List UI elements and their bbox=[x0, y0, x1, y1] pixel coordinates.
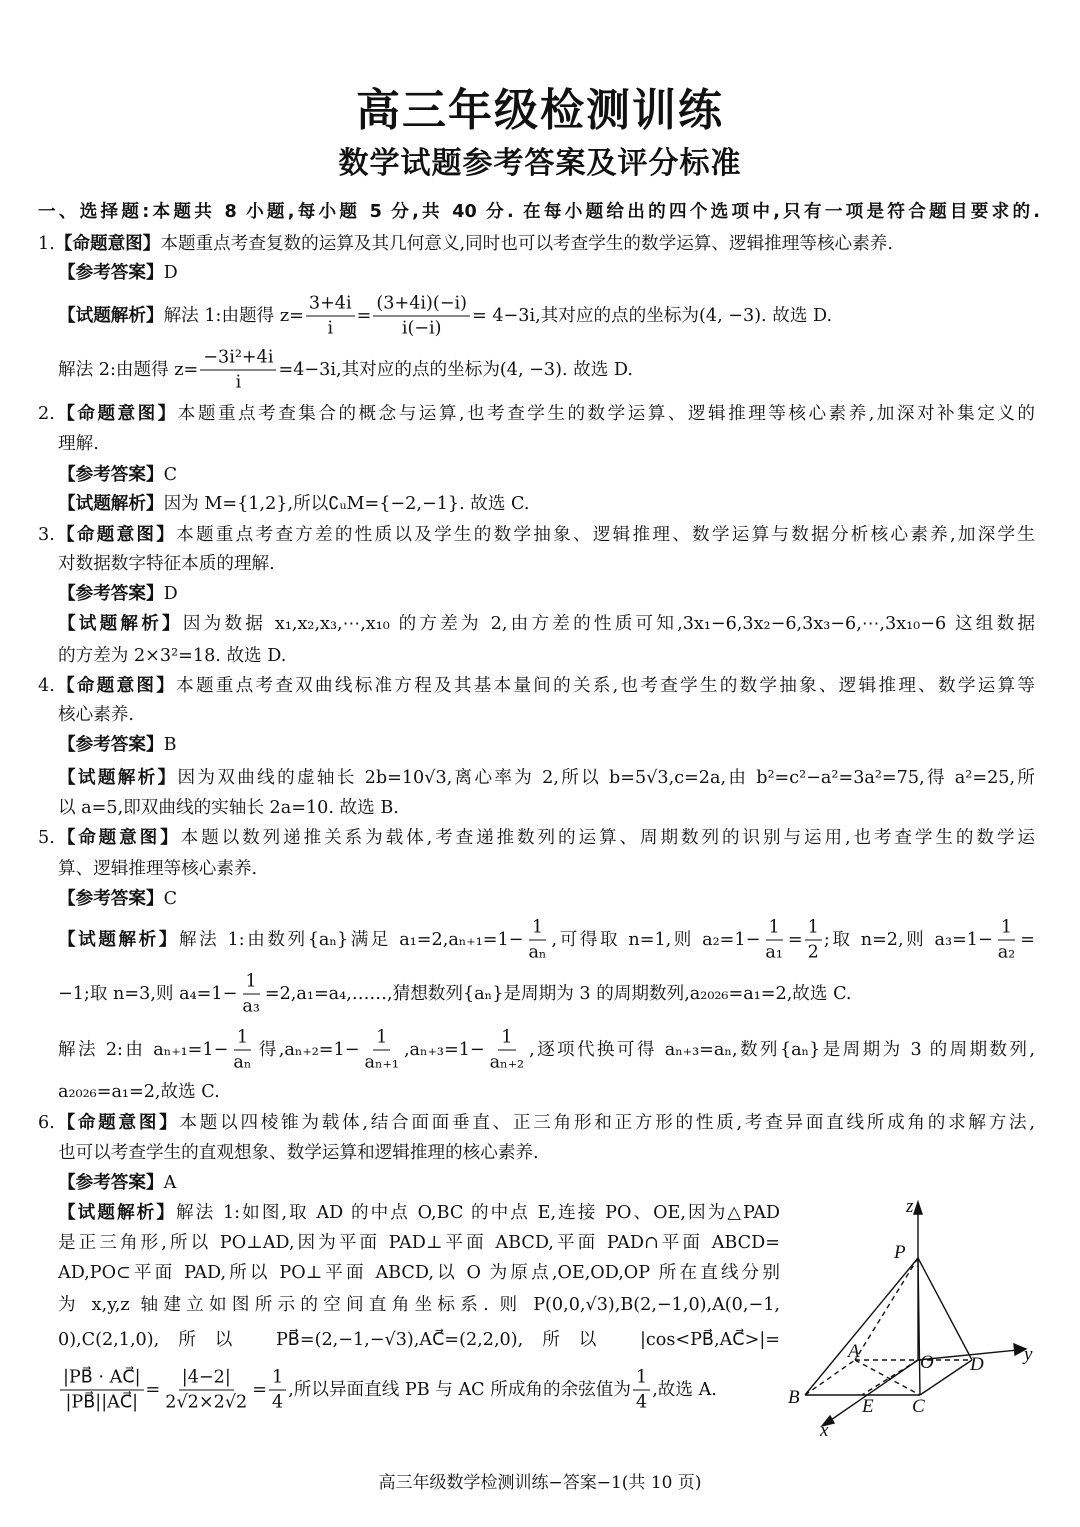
text-run: ,可得取 n=1,则 a₂=1− bbox=[551, 930, 761, 950]
numerator: 1 bbox=[633, 1366, 650, 1391]
answer-line bbox=[58, 549, 275, 579]
answer-line bbox=[38, 229, 1035, 259]
answer-line bbox=[58, 1228, 780, 1258]
answer-line bbox=[58, 1325, 780, 1355]
text-run: 解法 2:由题得 z= bbox=[58, 360, 199, 380]
text-run: a₂₀₂₆=a₁=2,故选 C. bbox=[58, 1082, 220, 1102]
fraction bbox=[995, 916, 1019, 965]
bold-label: 【试题解析】 bbox=[58, 768, 178, 788]
numerator: 1 bbox=[805, 916, 822, 941]
answer-line bbox=[38, 823, 1035, 853]
answer-line bbox=[58, 1138, 539, 1168]
text-run: 本题重点考查集合的概念与运算,也考查学生的数学运算、逻辑推理等核心素养,加深对补集定义的 bbox=[177, 404, 1035, 424]
fraction bbox=[762, 916, 786, 965]
text-run: D bbox=[163, 263, 178, 283]
page-footer: 高三年级数学检测训练−答案−1(共 10 页) bbox=[378, 1473, 702, 1493]
text-run: = bbox=[1020, 930, 1035, 950]
text-run: 2. bbox=[38, 404, 55, 424]
denominator: i(−i) bbox=[401, 318, 442, 339]
answer-line bbox=[58, 1026, 1035, 1075]
numerator: |PB⃗ · AC⃗| bbox=[60, 1366, 144, 1391]
fraction bbox=[230, 1026, 254, 1075]
bold-label: 【命题意图】 bbox=[54, 676, 177, 696]
numerator: (3+4i)(−i) bbox=[373, 292, 470, 317]
text-run: 算、逻辑推理等核心素养. bbox=[58, 859, 258, 879]
text-run: 本题重点考查方差的性质以及学生的数学抽象、逻辑推理、数学运算与数据分析核心素养,加深学生 bbox=[176, 525, 1035, 545]
denominator: a₂ bbox=[997, 942, 1016, 963]
fraction bbox=[239, 970, 263, 1019]
answer-line bbox=[58, 579, 178, 609]
text-run: 因为数据 x₁,x₂,x₃,⋯,x₁₀ 的方差为 2,由方差的性质可知,3x₁−6,3x₂−6,3x₃−6,⋯,3x₁₀−6 这组数据 bbox=[182, 614, 1035, 634]
text-run: ,aₙ₊₃=1− bbox=[403, 1040, 485, 1060]
text-run: 得,aₙ₊₂=1− bbox=[256, 1040, 360, 1060]
fraction bbox=[200, 346, 276, 395]
numerator: 1 bbox=[998, 916, 1015, 941]
answer-line bbox=[58, 609, 1035, 639]
text-run: 4. bbox=[38, 676, 55, 696]
label-x: x bbox=[820, 1420, 829, 1440]
text-run: A bbox=[163, 1173, 177, 1193]
fraction bbox=[269, 1366, 286, 1415]
answer-line bbox=[58, 641, 286, 671]
fraction bbox=[162, 1366, 250, 1415]
text-run: 的方差为 2×3²=18. 故选 D. bbox=[58, 646, 287, 666]
text-run: 解法 2:由 aₙ₊₁=1− bbox=[58, 1040, 229, 1060]
text-run: 解法 1:由题得 z= bbox=[163, 306, 304, 326]
denominator: aₙ₊₂ bbox=[489, 1052, 525, 1073]
bold-label: 【命题意图】 bbox=[54, 404, 178, 424]
bold-label: 一、选择题:本题共 8 小题,每小题 5 分,共 40 分. 在每小题给出的四个选项中,只有一项是符合题目要求的. bbox=[38, 202, 1040, 222]
text-run: 1. bbox=[38, 234, 55, 254]
label-b: B bbox=[788, 1387, 800, 1408]
text-run: ,所以异面直线 PB 与 AC 所成角的余弦值为 bbox=[288, 1380, 631, 1400]
fraction bbox=[633, 1366, 650, 1415]
pyramid-figure bbox=[780, 1190, 1040, 1440]
numerator: −3i²+4i bbox=[200, 346, 276, 371]
text-run: AD,PO⊂平面 PAD,所以 PO⊥平面 ABCD,以 O 为原点,OE,OD,OP 所在直线分别 bbox=[58, 1263, 780, 1283]
answer-line bbox=[58, 429, 99, 459]
answer-line bbox=[58, 1290, 780, 1320]
answer-line bbox=[38, 1108, 1035, 1138]
text-run: D bbox=[163, 584, 178, 604]
text-run: ;取 n=2,则 a₃=1− bbox=[823, 930, 993, 950]
numerator: |4−2| bbox=[179, 1366, 234, 1391]
denominator: a₃ bbox=[242, 996, 260, 1017]
bold-label: 【命题意图】 bbox=[54, 828, 181, 848]
label-c: C bbox=[912, 1396, 925, 1417]
text-run: C bbox=[163, 889, 178, 909]
text-run: =4−3i,其对应的点的坐标为(4, −3). 故选 D. bbox=[278, 360, 633, 380]
fraction bbox=[373, 292, 470, 341]
denominator: a₁ bbox=[765, 942, 783, 963]
text-run: 解法 1:由数列{aₙ}满足 a₁=2,aₙ₊₁=1− bbox=[179, 930, 524, 950]
answer-line bbox=[58, 884, 177, 914]
fraction bbox=[487, 1026, 527, 1075]
text-run: 3. bbox=[38, 525, 55, 545]
bold-label: 【命题意图】 bbox=[54, 234, 161, 254]
fraction bbox=[306, 292, 355, 341]
denominator: i bbox=[235, 372, 242, 393]
bold-label: 【参考答案】 bbox=[58, 263, 164, 283]
fraction bbox=[525, 916, 549, 965]
answer-line bbox=[58, 258, 178, 288]
label-y: y bbox=[1024, 1344, 1033, 1365]
text-run: 解法 1:如图,取 AD 的中点 O,BC 的中点 E,连接 PO、OE,因为△PAD bbox=[175, 1203, 780, 1223]
answer-line bbox=[38, 520, 1035, 550]
z-arrow-icon bbox=[914, 1202, 922, 1214]
numerator: 1 bbox=[373, 1026, 390, 1051]
bold-label: 【参考答案】 bbox=[58, 735, 164, 755]
answer-line bbox=[38, 399, 1035, 429]
bold-label: 【试题解析】 bbox=[58, 494, 164, 514]
denominator: 4 bbox=[271, 1392, 284, 1413]
text-run: = bbox=[356, 306, 372, 326]
bold-label: 【试题解析】 bbox=[58, 614, 183, 634]
text-run: 因为 M={1,2},所以∁ᵤM={−2,−1}. 故选 C. bbox=[163, 494, 530, 514]
text-run: 本题重点考查双曲线标准方程及其基本量间的关系,也考查学生的数学抽象、逻辑推理、数学运算等 bbox=[176, 676, 1035, 696]
text-run: B bbox=[163, 735, 177, 755]
answer-line bbox=[58, 700, 134, 730]
text-run: ,故选 A. bbox=[652, 1380, 717, 1400]
answer-line bbox=[38, 671, 1035, 701]
answer-line bbox=[58, 1077, 220, 1107]
text-run: = bbox=[787, 930, 803, 950]
denominator: 2 bbox=[807, 942, 819, 963]
denominator: aₙ bbox=[233, 1052, 252, 1073]
text-run: 也可以考查学生的直观想象、数学运算和逻辑推理的核心素养. bbox=[58, 1143, 539, 1163]
text-run: 为 x,y,z 轴建立如图所示的空间直角坐标系. 则 P(0,0,√3),B(2,−1,0),A(0,−1, bbox=[58, 1295, 780, 1315]
text-run: 对数据数字特征本质的理解. bbox=[58, 554, 275, 574]
bold-label: 【试题解析】 bbox=[58, 930, 179, 950]
denominator: 4 bbox=[636, 1392, 648, 1413]
page-subtitle: 数学试题参考答案及评分标准 bbox=[338, 146, 742, 181]
text-run: 核心素养. bbox=[58, 705, 134, 725]
answer-line bbox=[58, 460, 177, 490]
text-run: 本题以数列递推关系为载体,考查递推数列的运算、周期数列的识别与运用,也考查学生的数学运 bbox=[180, 828, 1035, 848]
fraction bbox=[362, 1026, 402, 1075]
text-run: 理解. bbox=[58, 434, 99, 454]
numerator: 1 bbox=[234, 1026, 251, 1051]
text-run: C bbox=[163, 465, 178, 485]
fraction bbox=[805, 916, 822, 965]
fraction bbox=[60, 1366, 144, 1415]
bold-label: 【参考答案】 bbox=[58, 584, 164, 604]
text-run: 是正三角形,所以 PO⊥AD,因为平面 PAD⊥平面 ABCD,平面 PAD∩平面 ABCD= bbox=[58, 1233, 780, 1253]
text-run: = bbox=[252, 1380, 267, 1400]
text-run: = bbox=[145, 1380, 161, 1400]
answer-line bbox=[58, 970, 852, 1019]
text-run: =2,a₁=a₄,……,猜想数列{aₙ}是周期为 3 的周期数列,a₂₀₂₆=a₁=2,故选 C. bbox=[264, 984, 852, 1004]
numerator: 3+4i bbox=[306, 292, 355, 317]
text-run: 6. bbox=[38, 1113, 55, 1133]
answer-line bbox=[58, 1168, 176, 1198]
label-o: O bbox=[920, 1352, 934, 1373]
denominator: aₙ₊₁ bbox=[364, 1052, 399, 1073]
section-heading bbox=[38, 197, 1040, 227]
text-run: ,逐项代换可得 aₙ₊₃=aₙ,数列{aₙ}是周期为 3 的周期数列, bbox=[529, 1040, 1035, 1060]
answer-line bbox=[58, 1258, 780, 1288]
text-run: 0),C(2,1,0),所以 PB⃗=(2,−1,−√3),AC⃗=(2,2,0),所以 |cos<PB⃗,AC⃗>|= bbox=[58, 1330, 780, 1350]
answer-line bbox=[58, 1198, 780, 1228]
answer-line bbox=[58, 292, 832, 341]
label-e: E bbox=[862, 1396, 874, 1417]
numerator: 1 bbox=[529, 916, 546, 941]
numerator: 1 bbox=[243, 970, 260, 995]
label-z: z bbox=[906, 1196, 914, 1217]
denominator: 2√2×2√2 bbox=[165, 1392, 248, 1413]
text-run: 本题以四棱锥为载体,结合面面垂直、正三角形和正方形的性质,考查异面直线所成角的求解方法, bbox=[179, 1113, 1035, 1133]
answer-line bbox=[58, 730, 177, 760]
answer-line bbox=[58, 763, 1035, 793]
answer-line bbox=[58, 854, 257, 884]
answer-line bbox=[58, 916, 1035, 965]
answer-line bbox=[58, 793, 399, 823]
text-run: 因为双曲线的虚轴长 2b=10√3,离心率为 2,所以 b=5√3,c=2a,由 b²=c²−a²=3a²=75,得 a²=25,所 bbox=[177, 768, 1035, 788]
denominator: i bbox=[327, 318, 334, 339]
label-d: D bbox=[970, 1354, 984, 1375]
bold-label: 【试题解析】 bbox=[58, 306, 164, 326]
answer-line bbox=[58, 1366, 717, 1415]
denominator: |PB⃗||AC⃗| bbox=[65, 1392, 139, 1413]
page-title: 高三年级检测训练 bbox=[356, 85, 724, 136]
text-run: −1;取 n=3,则 a₄=1− bbox=[58, 984, 238, 1004]
label-a: A bbox=[848, 1341, 860, 1362]
denominator: aₙ bbox=[528, 942, 547, 963]
bold-label: 【试题解析】 bbox=[58, 1203, 176, 1223]
text-run: 以 a=5,即双曲线的实轴长 2a=10. 故选 B. bbox=[58, 798, 399, 818]
numerator: 1 bbox=[498, 1026, 515, 1051]
bold-label: 【参考答案】 bbox=[58, 465, 164, 485]
bold-label: 【命题意图】 bbox=[54, 1113, 180, 1133]
label-p: P bbox=[894, 1242, 906, 1263]
answer-line bbox=[58, 489, 529, 519]
bold-label: 【命题意图】 bbox=[54, 525, 177, 545]
answer-line bbox=[58, 346, 633, 395]
text-run: 5. bbox=[38, 828, 55, 848]
text-run: = 4−3i,其对应的点的坐标为(4, −3). 故选 D. bbox=[471, 306, 833, 326]
bold-label: 【参考答案】 bbox=[58, 889, 164, 909]
text-run: 本题重点考查复数的运算及其几何意义,同时也可以考查学生的数学运算、逻辑推理等核心素养. bbox=[160, 234, 893, 254]
numerator: 1 bbox=[766, 916, 783, 941]
numerator: 1 bbox=[269, 1366, 286, 1391]
bold-label: 【参考答案】 bbox=[58, 1173, 164, 1193]
